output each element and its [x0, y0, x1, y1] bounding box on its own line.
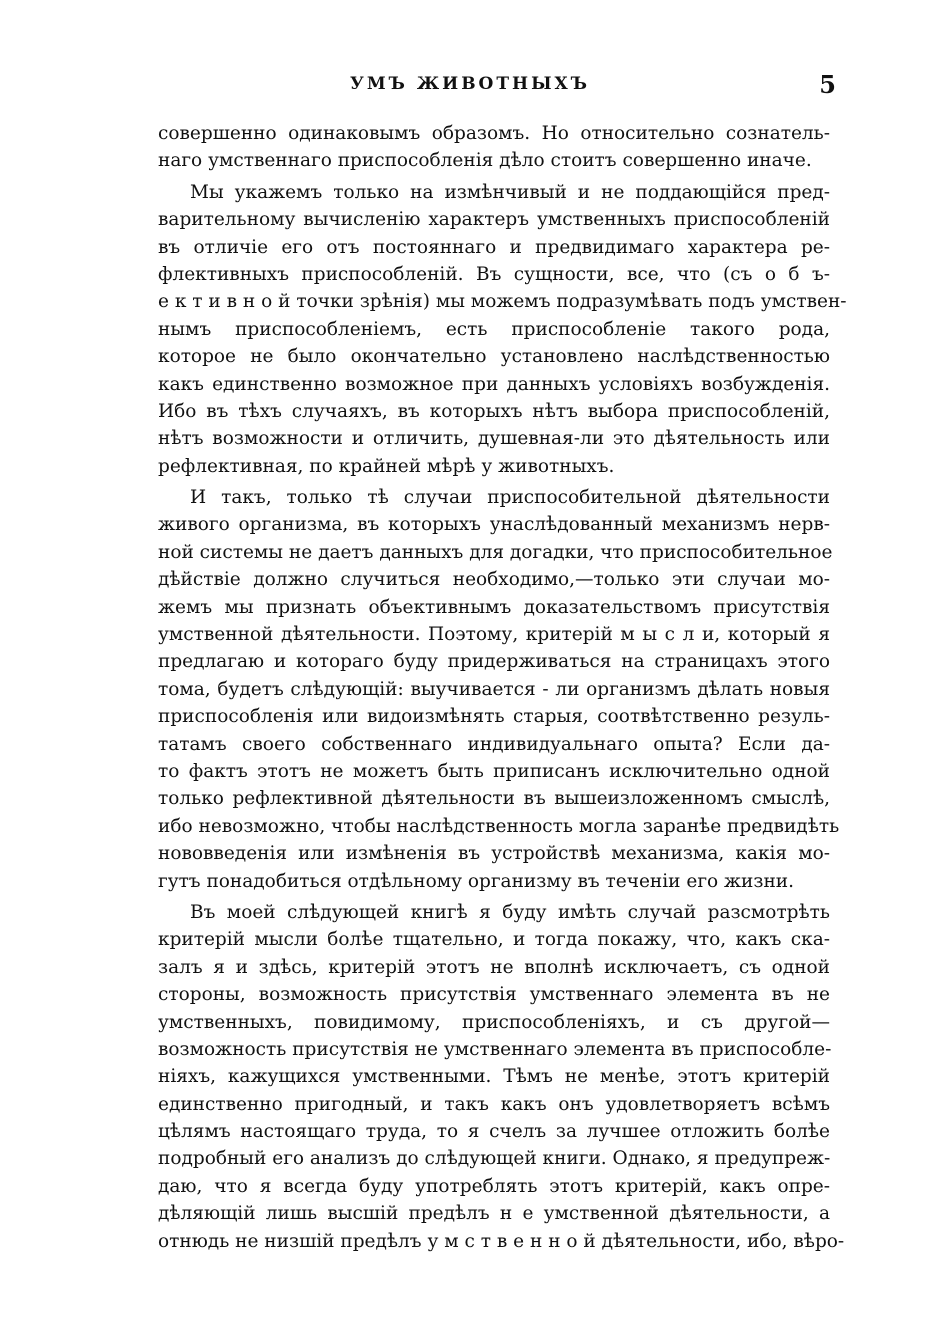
text-line: варительному вычисленію характеръ умственныхъ приспособленій: [158, 209, 830, 231]
text-line: нововведенія или измѣненія въ устройствѣ механизма, какія мо-: [158, 843, 830, 865]
text-line: которое не было окончательно установлено наслѣдственностью: [158, 346, 830, 368]
text-line: единственно пригодный, и такъ какъ онъ удовлетворяетъ всѣмъ: [158, 1093, 830, 1115]
text-line: ибо невозможно, чтобы наслѣдственность могла заранѣе предвидѣть: [158, 815, 840, 837]
text-line: въ отличіе его отъ постояннаго и предвидимаго характера ре-: [158, 236, 830, 258]
text-line: нѣтъ возможности и отличить, душевная-ли это дѣятельность или: [158, 428, 830, 450]
text-line: нымъ приспособленіемъ, есть приспособленіе такого рода,: [158, 318, 830, 340]
text-line: гутъ понадобиться отдѣльному организму въ теченіи его жизни.: [158, 870, 795, 892]
text-line: возможность присутствія не умственнаго элемента въ приспособле-: [158, 1038, 832, 1060]
paragraph: [158, 120, 830, 175]
text-line: умственныхъ, повидимому, приспособленіяхъ, и съ другой—: [158, 1011, 830, 1033]
text-line: умственной дѣятельности. Поэтому, критерій м ы с л и, который я: [158, 624, 830, 646]
text-line: татамъ своего собственнаго индивидуальнаго опыта? Если да-: [158, 733, 830, 755]
paragraph: [158, 899, 845, 1255]
page-number: 5: [819, 70, 836, 99]
text-line: дѣйствіе должно случиться необходимо,—только эти случаи мо-: [158, 569, 830, 591]
text-line: цѣлямъ настоящаго труда, то я счелъ за лучшее отложить болѣе: [158, 1121, 830, 1143]
text-line: ной системы не даетъ данныхъ для догадки, что приспособительное: [158, 541, 833, 563]
running-title: УМЪ ЖИВОТНЫХЪ: [350, 74, 590, 94]
text-line: даю, что я всегда буду употреблять этотъ критерій, какъ опре-: [158, 1175, 830, 1197]
text-line: предлагаю и котораго буду придерживаться на страницахъ этого: [158, 651, 830, 673]
text-line: ніяхъ, кажущихся умственными. Тѣмъ не менѣе, этотъ критерій: [158, 1066, 830, 1088]
text-line: отнюдь не низшій предѣлъ у м с т в е н н о й дѣятельности, ибо, вѣро-: [158, 1230, 845, 1252]
text-line: только рефлективной дѣятельности въ вышеизложенномъ смыслѣ,: [158, 788, 830, 810]
text-line: стороны, возможность присутствія умственнаго элемента въ не: [158, 984, 830, 1006]
text-line: е к т и в н о й точки зрѣнія) мы можемъ подразумѣвать подъ умствен-: [158, 291, 847, 313]
text-line: совершенно одинаковымъ образомъ. Но относительно сознатель-: [158, 123, 830, 144]
text-line: какъ единственно возможное при данныхъ условіяхъ возбужденія.: [158, 373, 830, 395]
text-line: критерій мысли болѣе тщательно, и тогда покажу, что, какъ ска-: [158, 929, 830, 951]
text-line: Мы укажемъ только на измѣнчивый и не поддающійся пред-: [190, 181, 830, 203]
text-line: И такъ, только тѣ случаи приспособительной дѣятельности: [190, 487, 830, 509]
text-line: залъ я и здѣсь, критерій этотъ не вполнѣ исключаетъ, съ одной: [158, 956, 830, 978]
text-line: дѣляющій лишь высшій предѣлъ н е умственной дѣятельности, а: [158, 1203, 830, 1225]
text-line: флективныхъ приспособленій. Въ сущности, все, что (съ о б ъ-: [158, 263, 830, 285]
body-text: [158, 120, 847, 1255]
text-line: наго умственнаго приспособленія дѣло стоитъ совершенно иначе.: [158, 150, 812, 172]
text-line: рефлективная, по крайней мѣрѣ у животныхъ.: [158, 455, 615, 477]
text-line: приспособленія или видоизмѣнять старыя, соотвѣтственно резуль-: [158, 706, 830, 728]
paragraph: [158, 179, 847, 480]
text-line: Въ моей слѣдующей книгѣ я буду имѣть случай разсмотрѣть: [190, 901, 830, 923]
text-line: живого организма, въ которыхъ унаслѣдованный механизмъ нерв-: [158, 514, 830, 536]
text-line: жемъ мы признать объективнымъ доказательствомъ присутствія: [158, 596, 830, 618]
text-line: тома, будетъ слѣдующій: выучивается - ли организмъ дѣлать новыя: [158, 678, 830, 700]
text-line: подробный его анализъ до слѣдующей книги. Однако, я предупреж-: [158, 1148, 831, 1170]
text-line: то фактъ этотъ не можетъ быть приписанъ исключительно одной: [158, 760, 830, 782]
paragraph: [158, 484, 840, 895]
text-line: Ибо въ тѣхъ случаяхъ, въ которыхъ нѣтъ выбора приспособленій,: [158, 400, 830, 422]
